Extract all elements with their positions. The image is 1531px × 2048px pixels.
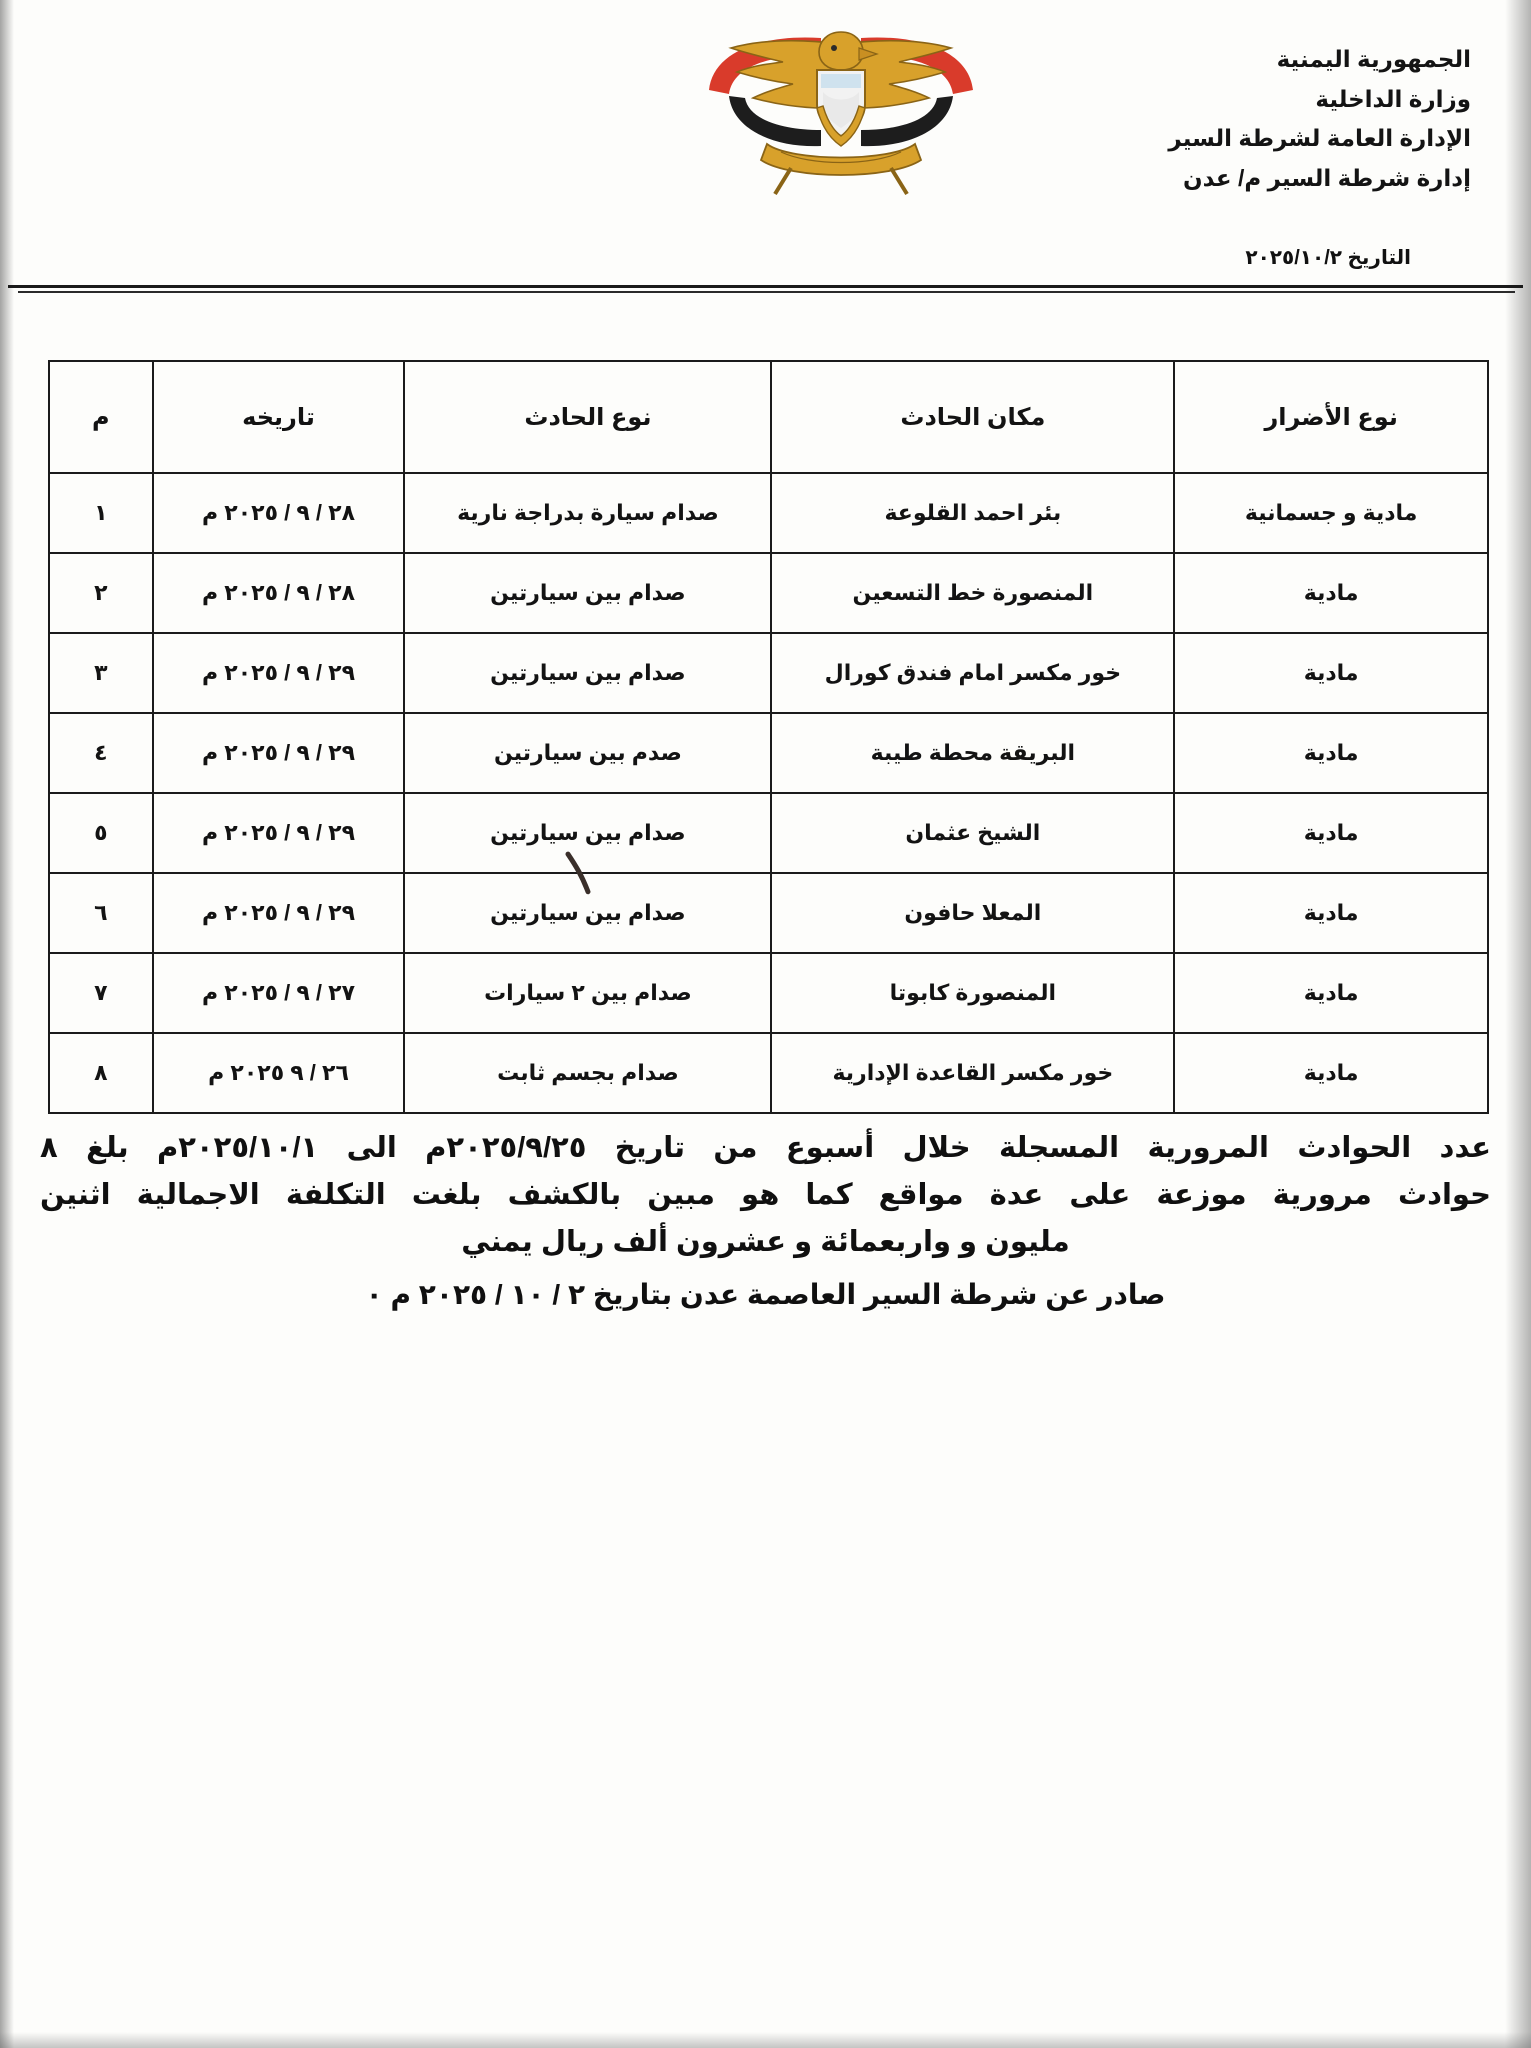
yemen-eagle-emblem-icon (671, 18, 1011, 203)
cell-damage: مادية (1174, 713, 1488, 793)
cell-date: ٢٩ / ٩ / ٢٠٢٥ م (153, 793, 405, 873)
cell-number: ٧ (49, 953, 153, 1033)
table-row (49, 473, 1488, 553)
table-row (49, 1033, 1488, 1113)
cell-number: ٦ (49, 873, 153, 953)
cell-type: صدام بجسم ثابت (404, 1033, 771, 1113)
cell-damage: مادية و جسمانية (1174, 473, 1488, 553)
cell-type: صدام بين ٢ سيارات (404, 953, 771, 1033)
cell-number: ١ (49, 473, 153, 553)
cell-type: صدام بين سيارتين (404, 793, 771, 873)
table-row (49, 553, 1488, 633)
col-header-date: تاريخه (153, 361, 405, 473)
scan-edge-bottom (0, 2032, 1531, 2048)
cell-place: خور مكسر امام فندق كورال (771, 633, 1174, 713)
header-line-branch: إدارة شرطة السير م/ عدن (1183, 164, 1471, 191)
cell-place: بئر احمد القلوعة (771, 473, 1174, 553)
scan-edge-left (0, 0, 14, 2048)
col-header-number: م (49, 361, 153, 473)
document-date: التاريخ ٢٠٢٥/١٠/٢ (1245, 247, 1411, 269)
table-row (49, 633, 1488, 713)
cell-date: ٢٩ / ٩ / ٢٠٢٥ م (153, 633, 405, 713)
summary-paragraph (40, 1125, 1491, 1317)
cell-date: ٢٩ / ٩ / ٢٠٢٥ م (153, 713, 405, 793)
cell-place: الشيخ عثمان (771, 793, 1174, 873)
table-row (49, 873, 1488, 953)
table-row (49, 793, 1488, 873)
col-header-place: مكان الحادث (771, 361, 1174, 473)
cell-date: ٢٦ / ٩ ٢٠٢٥ م (153, 1033, 405, 1113)
col-header-type: نوع الحادث (404, 361, 771, 473)
cell-number: ٣ (49, 633, 153, 713)
cell-date: ٢٧ / ٩ / ٢٠٢٥ م (153, 953, 405, 1033)
header-divider-secondary (18, 291, 1515, 293)
summary-line-3: مليون و واربعمائة و عشرون ألف ريال يمني (461, 1225, 1070, 1258)
table-row (49, 713, 1488, 793)
document-header (40, 18, 1491, 248)
header-line-ministry: وزارة الداخلية (1315, 85, 1471, 112)
cell-date: ٢٩ / ٩ / ٢٠٢٥ م (153, 873, 405, 953)
header-divider (8, 285, 1523, 288)
cell-damage: مادية (1174, 793, 1488, 873)
summary-line-1: عدد الحوادث المرورية المسجلة خلال أسبوع من تاريخ ٢٠٢٥/٩/٢٥م الى ٢٠٢٥/١٠/١م بلغ ٨ (40, 1132, 1492, 1164)
header-line-directorate: الإدارة العامة لشرطة السير (1168, 125, 1471, 152)
cell-number: ٢ (49, 553, 153, 633)
cell-place: المنصورة خط التسعين (771, 553, 1174, 633)
scan-edge-right (1505, 0, 1531, 2048)
col-header-damage: نوع الأضرار (1174, 361, 1488, 473)
cell-damage: مادية (1174, 1033, 1488, 1113)
cell-place: خور مكسر القاعدة الإدارية (771, 1033, 1174, 1113)
table-row (49, 953, 1488, 1033)
cell-date: ٢٨ / ٩ / ٢٠٢٥ م (153, 553, 405, 633)
cell-type: صدام بين سيارتين (404, 553, 771, 633)
cell-type: صدام سيارة بدراجة نارية (404, 473, 771, 553)
cell-damage: مادية (1174, 873, 1488, 953)
cell-damage: مادية (1174, 633, 1488, 713)
cell-number: ٥ (49, 793, 153, 873)
ministry-header-text (1168, 40, 1471, 198)
cell-type: صدم بين سيارتين (404, 713, 771, 793)
cell-number: ٨ (49, 1033, 153, 1113)
cell-number: ٤ (49, 713, 153, 793)
cell-type: صدام بين سيارتين (404, 633, 771, 713)
cell-damage: مادية (1174, 553, 1488, 633)
header-line-republic: الجمهورية اليمنية (1276, 46, 1471, 72)
summary-line-2: حوادث مرورية موزعة على عدة مواقع كما هو مبين بالكشف بلغت التكلفة الاجمالية اثنين (40, 1178, 1491, 1211)
accidents-table (48, 360, 1489, 1114)
summary-line-issued-by: صادر عن شرطة السير العاصمة عدن بتاريخ ٢ / ١٠ / ٢٠٢٥ م ٠ (365, 1278, 1166, 1310)
cell-damage: مادية (1174, 953, 1488, 1033)
cell-date: ٢٨ / ٩ / ٢٠٢٥ م (153, 473, 405, 553)
accidents-table-container (48, 360, 1489, 1114)
cell-place: المنصورة كابوتا (771, 953, 1174, 1033)
cell-place: المعلا حافون (771, 873, 1174, 953)
cell-place: البريقة محطة طيبة (771, 713, 1174, 793)
table-header-row (49, 361, 1488, 473)
cell-type: صدام بين سيارتين (404, 873, 771, 953)
